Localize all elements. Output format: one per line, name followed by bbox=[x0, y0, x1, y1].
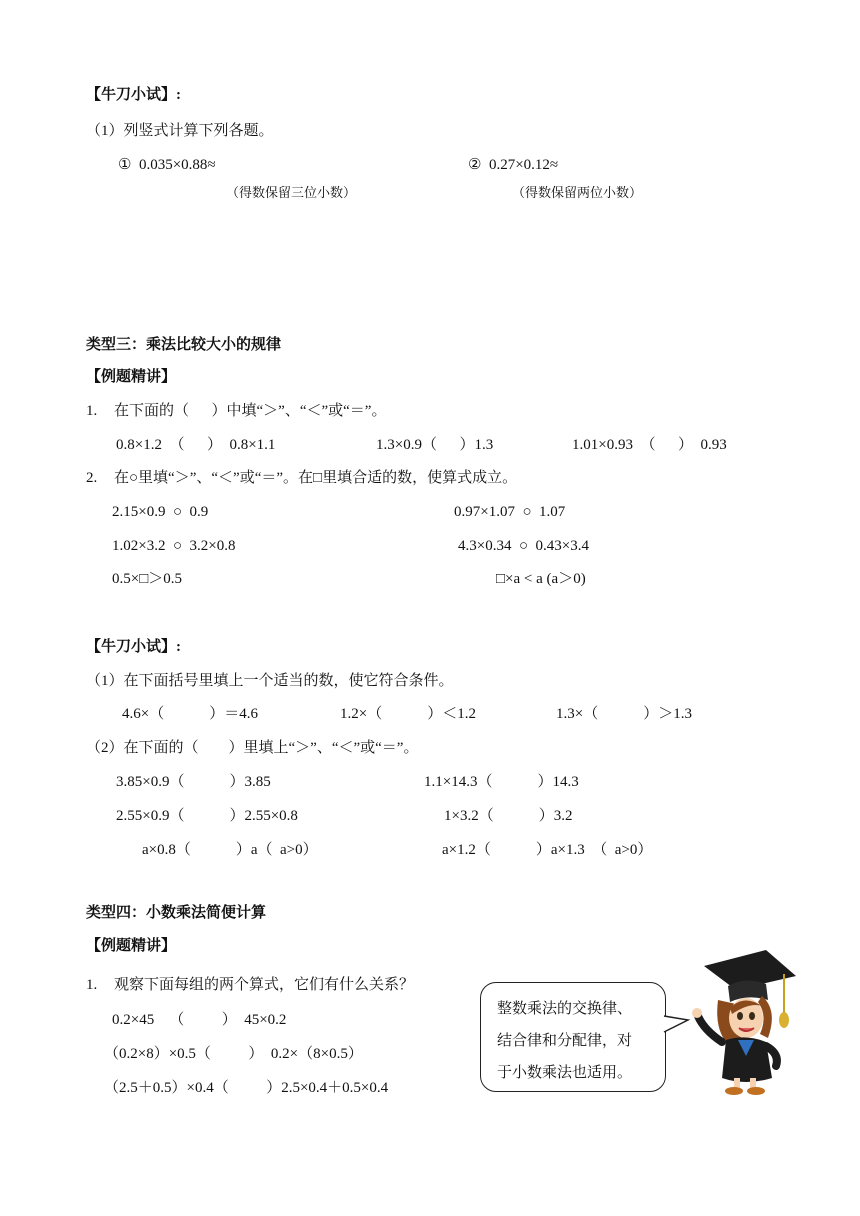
problem-2: ② 0.27×0.12≈ bbox=[468, 157, 559, 173]
example-header-2: 【例题精讲】 bbox=[86, 938, 177, 954]
bubble-line: 结合律和分配律，对 bbox=[497, 1033, 633, 1049]
compare-item: □×a < a (a＞0) bbox=[496, 571, 586, 587]
compare-item: 2.15×0.9 ○ 0.9 bbox=[112, 504, 209, 520]
fill-item: 3.85×0.9（ ）3.85 bbox=[116, 774, 271, 790]
speech-bubble bbox=[480, 982, 666, 1092]
practice-header-1: 【牛刀小试】: bbox=[86, 87, 181, 103]
fill-item: 1.2×（ ）＜1.2 bbox=[340, 706, 476, 722]
fill-item: a×1.2（ ）a×1.3 （ a>0） bbox=[442, 842, 653, 858]
question-number: 1. bbox=[86, 977, 98, 993]
fill-item: 4.6×（ ）＝4.6 bbox=[122, 706, 258, 722]
practice-q2-2: （2）在下面的（ ）里填上“＞”、“＜”或“＝”。 bbox=[86, 740, 419, 756]
compare-item: 0.5×□＞0.5 bbox=[112, 571, 183, 587]
question-number: 2. bbox=[86, 470, 98, 486]
question-text: 观察下面每组的两个算式，它们有什么关系？ bbox=[114, 977, 415, 993]
law-line: （0.2×8）×0.5（ ） 0.2×（8×0.5） bbox=[104, 1046, 363, 1062]
question-number: 1. bbox=[86, 403, 98, 419]
fill-item: a×0.8（ ）a（ a>0） bbox=[142, 842, 318, 858]
problem-1: ① 0.035×0.88≈ bbox=[118, 157, 216, 173]
example-header-1: 【例题精讲】 bbox=[86, 369, 177, 385]
fill-item: 1.3×（ ）＞1.3 bbox=[556, 706, 692, 722]
problem-1-note: （得数保留三位小数） bbox=[226, 185, 357, 200]
practice-q1-2: （1）在下面括号里填上一个适当的数，使它符合条件。 bbox=[86, 673, 454, 689]
compare-item: 1.02×3.2 ○ 3.2×0.8 bbox=[112, 538, 236, 554]
question-text: 在○里填“＞”、“＜”或“＝”。在□里填合适的数，使算式成立。 bbox=[114, 470, 518, 486]
practice-q1-1: （1）列竖式计算下列各题。 bbox=[86, 123, 274, 139]
problem-2-note: （得数保留两位小数） bbox=[512, 185, 643, 200]
fill-item: 1.1×14.3（ ）14.3 bbox=[424, 774, 579, 790]
compare-item: 1.3×0.9（ ）1.3 bbox=[376, 437, 494, 453]
bubble-line: 于小数乘法也适用。 bbox=[497, 1065, 633, 1081]
compare-item: 1.01×0.93 （ ） 0.93 bbox=[572, 437, 727, 453]
graduate-girl-icon bbox=[684, 946, 804, 1096]
fill-item: 2.55×0.9（ ）2.55×0.8 bbox=[116, 808, 298, 824]
section-title-type3: 类型三：乘法比较大小的规律 bbox=[86, 337, 282, 353]
fill-item: 1×3.2（ ）3.2 bbox=[444, 808, 573, 824]
practice-header-2: 【牛刀小试】: bbox=[86, 639, 181, 655]
law-line: （2.5＋0.5）×0.4（ ）2.5×0.4＋0.5×0.4 bbox=[104, 1080, 389, 1096]
question-text: 在下面的（ ）中填“＞”、“＜”或“＝”。 bbox=[114, 403, 387, 419]
compare-item: 4.3×0.34 ○ 0.43×3.4 bbox=[458, 538, 589, 554]
compare-item: 0.97×1.07 ○ 1.07 bbox=[454, 504, 566, 520]
section-title-type4: 类型四：小数乘法简便计算 bbox=[86, 905, 267, 921]
compare-item: 0.8×1.2 （ ） 0.8×1.1 bbox=[116, 437, 276, 453]
bubble-line: 整数乘法的交换律、 bbox=[497, 1001, 633, 1017]
law-line: 0.2×45 （ ） 45×0.2 bbox=[112, 1012, 287, 1028]
